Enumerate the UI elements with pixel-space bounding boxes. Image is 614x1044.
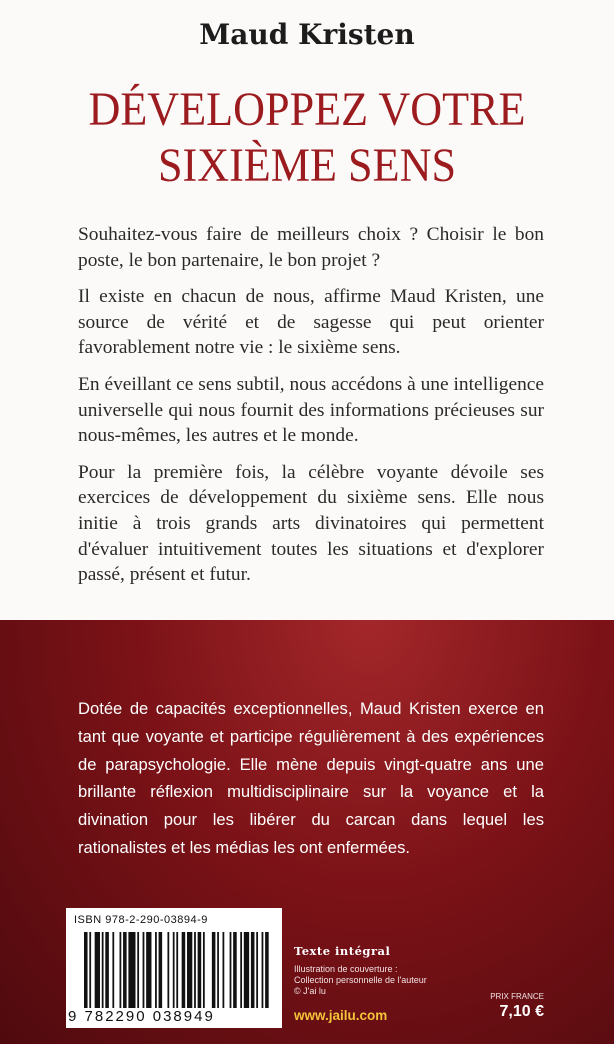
blurb-paragraph-1: Souhaitez-vous faire de meilleurs choix ? Choisir le bon poste, le bon partenaire, le bon projet ? [78, 224, 544, 271]
barcode-graphic [84, 932, 274, 1008]
author-name: Maud Kristen [199, 18, 415, 51]
cover-credits [294, 964, 474, 997]
blurb-paragraph-4: Pour la première fois, la célèbre voyante dévoile ses exercices de développement du sixième sens. Elle nous initie à trois grands arts divinatoires qui permettent d'évaluer intuitivement toutes les situations et d'explorer passé, présent et futur. [78, 461, 544, 586]
credit-line-2: Collection personnelle de l'auteur [294, 975, 427, 985]
credit-line-1: Illustration de couverture : [294, 964, 398, 974]
blurb-paragraph-2: Il existe en chacun de nous, affirme Maud Kristen, une source de vérité et de sagesse qui peut orienter favorablement notre vie : le sixième sens. [78, 286, 544, 359]
blurb-text [78, 222, 544, 599]
prix-france-label: PRIX FRANCE [490, 992, 544, 1001]
blurb-paragraph-3: En éveillant ce sens subtil, nous accédons à une intelligence universelle qui nous fournit des informations précieuses sur nous-mêmes, les autres et le monde. [78, 373, 544, 447]
texte-integral-label: Texte intégral [294, 944, 391, 958]
author-bio: Dotée de capacités exceptionnelles, Maud Kristen exerce en tant que voyante et participe régulièrement à des expériences de parapsychologie. Elle mène depuis vingt-quatre ans une brillante réflexion multidisciplinaire sur la voyance et la divination pour les libérer du carcan dans lequel les rationalistes et les médias les ont enfermées. [78, 699, 544, 857]
book-title [25, 82, 590, 194]
publisher-website: www.jailu.com [294, 1008, 388, 1023]
title-line-2: SIXIÈME SENS [157, 139, 457, 192]
price-value: 7,10 € [499, 1003, 544, 1020]
barcode-panel [66, 908, 282, 1028]
isbn-number: ISBN 978-2-290-03894-9 [74, 914, 208, 926]
title-line-1: DÉVELOPPEZ VOTRE [88, 83, 526, 136]
ean-digits: 9 782290 038949 [68, 1008, 215, 1025]
credit-line-3: © J'ai lu [294, 986, 326, 996]
